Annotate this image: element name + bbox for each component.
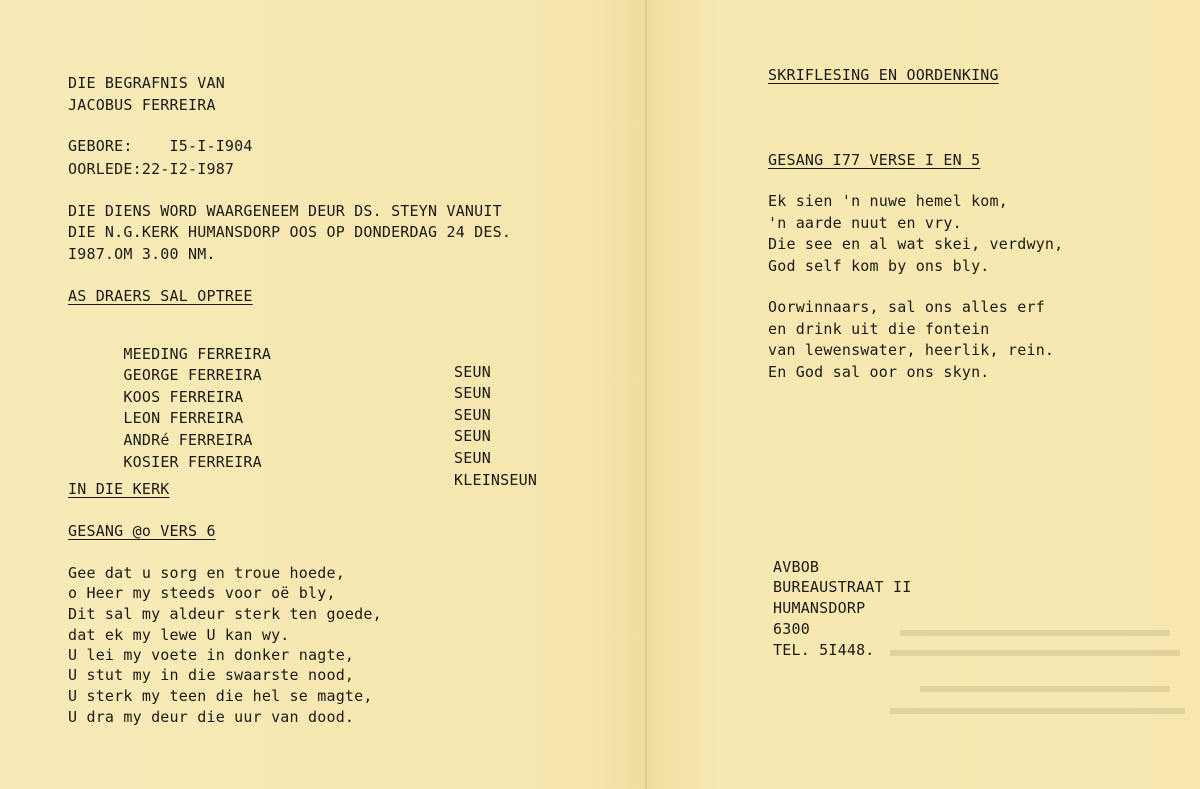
died-date: OORLEDE:22-I2-I987 — [68, 160, 235, 178]
bearer-name: MEEDING FERREIRA — [123, 345, 272, 363]
verse-line: God self kom by ons bly. — [768, 257, 990, 275]
page-fold — [645, 0, 647, 789]
verse-line: En God sal oor ons skyn. — [768, 363, 990, 381]
hymn-line: U dra my deur die uur van dood. — [68, 708, 355, 726]
hymn-line: o Heer my steeds voor oë bly, — [68, 584, 336, 602]
bearer-name: ANDRé FERREIRA — [123, 431, 253, 449]
address-line: BUREAUSTRAAT II — [773, 578, 912, 596]
bearer-name: KOSIER FERREIRA — [123, 453, 262, 471]
address-line: 6300 — [773, 620, 810, 638]
service-line-3: I987.OM 3.00 NM. — [68, 245, 216, 263]
verse-line: Oorwinnaars, sal ons alles erf — [768, 298, 1045, 316]
bearers-heading: AS DRAERS SAL OPTREE — [68, 287, 253, 305]
bearer-role: SEUN — [454, 406, 491, 424]
bearer-name: LEON FERREIRA — [123, 409, 244, 427]
bearer-name: GEORGE FERREIRA — [123, 366, 262, 384]
service-line-2: DIE N.G.KERK HUMANSDORP OOS OP DONDERDAG 24 DES. — [68, 223, 512, 241]
verse-line: van lewenswater, heerlik, rein. — [768, 341, 1055, 359]
bearer-role: SEUN — [454, 449, 491, 467]
born-date: GEBORE: I5-I-I904 — [68, 137, 253, 155]
faint-bleedthrough-text — [890, 620, 1190, 730]
address-line: HUMANSDORP — [773, 599, 866, 617]
hymn-line: Gee dat u sorg en troue hoede, — [68, 564, 345, 582]
hymn-heading-right: GESANG I77 VERSE I EN 5 — [768, 151, 981, 169]
hymn-line: U lei my voete in donker nagte, — [68, 646, 355, 664]
verse-line: Ek sien 'n nuwe hemel kom, — [768, 192, 1008, 210]
address-line: TEL. 5I448. — [773, 641, 875, 659]
hymn-line: U stut my in die swaarste nood, — [68, 666, 355, 684]
church-heading: IN DIE KERK — [68, 480, 170, 498]
bearer-role: SEUN — [454, 427, 491, 445]
verse-line: en drink uit die fontein — [768, 320, 990, 338]
bearer-role: KLEINSEUN — [454, 471, 538, 489]
address-line: AVBOB — [773, 558, 820, 576]
verse-line: 'n aarde nuut en vry. — [768, 214, 962, 232]
hymn-line: U sterk my teen die hel se magte, — [68, 687, 373, 705]
service-line-1: DIE DIENS WORD WAARGENEEM DEUR DS. STEYN VANUIT — [68, 202, 502, 220]
bearer-role: SEUN — [454, 363, 491, 381]
hymn-line: dat ek my lewe U kan wy. — [68, 626, 290, 644]
verse-line: Die see en al wat skei, verdwyn, — [768, 235, 1064, 253]
bearer-role: SEUN — [454, 384, 491, 402]
title-line-2: JACOBUS FERREIRA — [68, 96, 216, 114]
hymn-heading-left: GESANG @o VERS 6 — [68, 522, 216, 540]
bearer-name: KOOS FERREIRA — [123, 388, 244, 406]
reading-heading: SKRIFLESING EN OORDENKING — [768, 66, 999, 84]
title-line-1: DIE BEGRAFNIS VAN — [68, 74, 225, 92]
hymn-line: Dit sal my aldeur sterk ten goede, — [68, 605, 382, 623]
